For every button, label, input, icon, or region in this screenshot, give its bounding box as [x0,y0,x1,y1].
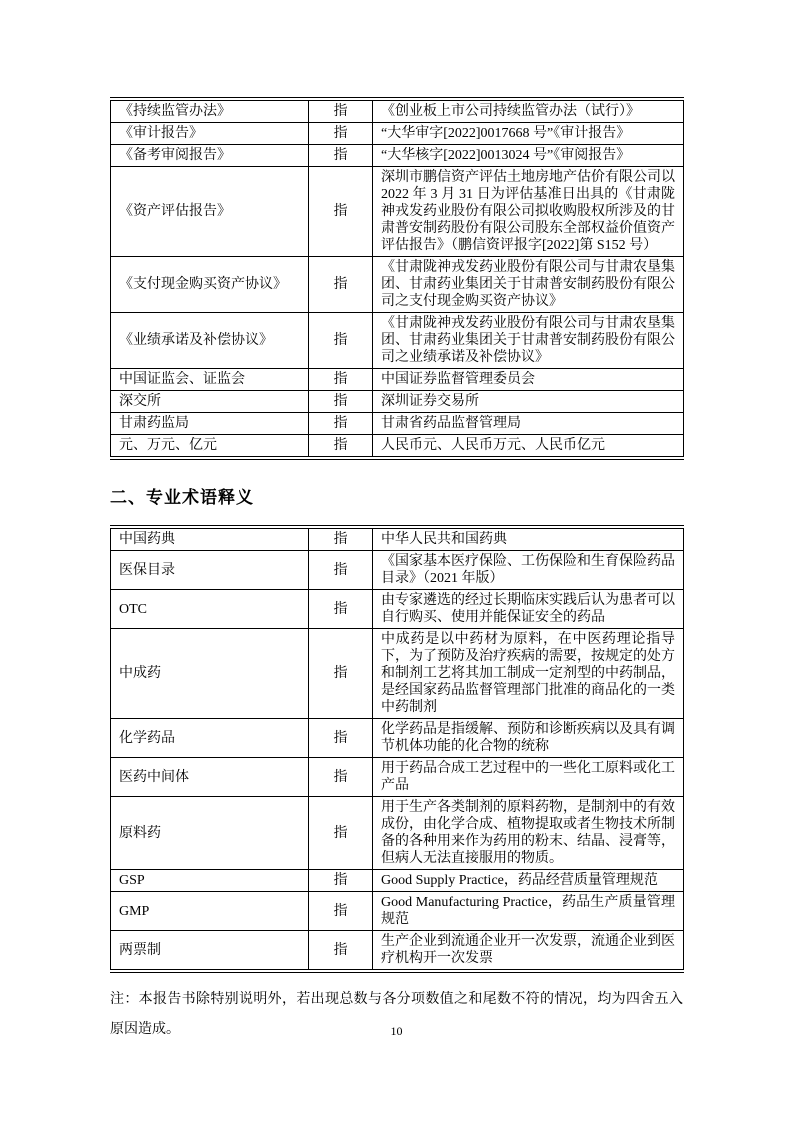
term-cell: 《备考审阅报告》 [111,145,309,167]
term-cell: 两票制 [111,931,309,972]
general-definitions-table [110,97,684,460]
term-cell: 中成药 [111,629,309,719]
definition-cell: 深圳证券交易所 [373,391,684,413]
definition-cell: 甘肃省药品监督管理局 [373,413,684,435]
definition-cell: “大华审字[2022]0017668 号”《审计报告》 [373,123,684,145]
definition-row [111,892,684,931]
definition-row [111,629,684,719]
definition-cell: “大华核字[2022]0013024 号”《审阅报告》 [373,145,684,167]
term-cell: 《资产评估报告》 [111,167,309,257]
definition-cell: 用于药品合成工艺过程中的一些化工原料或化工产品 [373,758,684,797]
term-cell: 深交所 [111,391,309,413]
definition-row [111,527,684,551]
refers-to-cell: 指 [309,391,373,413]
definition-cell: 中华人民共和国药典 [373,527,684,551]
term-cell: 元、万元、亿元 [111,435,309,459]
definition-cell: 《创业板上市公司持续监管办法（试行）》 [373,99,684,123]
term-cell: 原料药 [111,797,309,870]
definition-cell: 中国证券监督管理委员会 [373,369,684,391]
term-cell: 《业绩承诺及补偿协议》 [111,313,309,369]
definition-row [111,435,684,459]
term-cell: 甘肃药监局 [111,413,309,435]
definition-cell: 深圳市鹏信资产评估土地房地产估价有限公司以 2022 年 3 月 31 日为评估基准日出具的《甘肃陇神戎发药业股份有限公司拟收购股权所涉及的甘肃普安制药股份有限公司股东全部权益价值资产评估报告》（鹏信资评报字[2022]第 S152 号） [373,167,684,257]
refers-to-cell: 指 [309,167,373,257]
refers-to-cell: 指 [309,870,373,892]
definition-row [111,719,684,758]
definition-row [111,413,684,435]
refers-to-cell: 指 [309,629,373,719]
definition-row [111,313,684,369]
term-cell: 中国药典 [111,527,309,551]
footnote: 注：本报告书除特别说明外，若出现总数与各分项数值之和尾数不符的情况，均为四舍五入原因造成。 [110,992,683,1037]
term-cell: 化学药品 [111,719,309,758]
definition-cell: 中成药是以中药材为原料，在中医药理论指导下，为了预防及治疗疾病的需要，按规定的处方和制剂工艺将其加工制成一定剂型的中药制品，是经国家药品监督管理部门批准的商品化的一类中药制剂 [373,629,684,719]
section-heading: 二、专业术语释义 [110,488,254,507]
definition-cell: 《甘肃陇神戎发药业股份有限公司与甘肃农垦集团、甘肃药业集团关于甘肃普安制药股份有限公司之支付现金购买资产协议》 [373,257,684,313]
page-number: 10 [390,1024,403,1038]
refers-to-cell: 指 [309,758,373,797]
definition-row [111,931,684,972]
term-cell: GMP [111,892,309,931]
definition-cell: 化学药品是指缓解、预防和诊断疾病以及具有调节机体功能的化合物的统称 [373,719,684,758]
refers-to-cell: 指 [309,719,373,758]
term-cell: 医保目录 [111,551,309,590]
term-cell: GSP [111,870,309,892]
refers-to-cell: 指 [309,313,373,369]
page-content [110,97,683,1045]
definition-row [111,551,684,590]
refers-to-cell: 指 [309,257,373,313]
definition-row [111,167,684,257]
refers-to-cell: 指 [309,892,373,931]
term-cell: OTC [111,590,309,629]
definition-row [111,145,684,167]
definition-row [111,391,684,413]
definition-row [111,99,684,123]
refers-to-cell: 指 [309,931,373,972]
professional-terms-table [110,525,684,973]
definition-row [111,123,684,145]
refers-to-cell: 指 [309,145,373,167]
refers-to-cell: 指 [309,590,373,629]
definition-cell: 人民币元、人民币万元、人民币亿元 [373,435,684,459]
term-cell: 《支付现金购买资产协议》 [111,257,309,313]
definition-cell: 《国家基本医疗保险、工伤保险和生育保险药品目录》（2021 年版） [373,551,684,590]
definition-cell: 用于生产各类制剂的原料药物，是制剂中的有效成份，由化学合成、植物提取或者生物技术所制备的各种用来作为药用的粉末、结晶、浸膏等，但病人无法直接服用的物质。 [373,797,684,870]
definition-row [111,590,684,629]
refers-to-cell: 指 [309,435,373,459]
definition-row [111,257,684,313]
term-cell: 《持续监管办法》 [111,99,309,123]
definition-row [111,797,684,870]
refers-to-cell: 指 [309,551,373,590]
refers-to-cell: 指 [309,797,373,870]
refers-to-cell: 指 [309,413,373,435]
definition-cell: 《甘肃陇神戎发药业股份有限公司与甘肃农垦集团、甘肃药业集团关于甘肃普安制药股份有限公司之业绩承诺及补偿协议》 [373,313,684,369]
refers-to-cell: 指 [309,527,373,551]
definition-cell: Good Supply Practice，药品经营质量管理规范 [373,870,684,892]
refers-to-cell: 指 [309,123,373,145]
definition-cell: Good Manufacturing Practice，药品生产质量管理规范 [373,892,684,931]
term-cell: 《审计报告》 [111,123,309,145]
definition-cell: 由专家遴选的经过长期临床实践后认为患者可以自行购买、使用并能保证安全的药品 [373,590,684,629]
refers-to-cell: 指 [309,99,373,123]
refers-to-cell: 指 [309,369,373,391]
definition-cell: 生产企业到流通企业开一次发票，流通企业到医疗机构开一次发票 [373,931,684,972]
term-cell: 中国证监会、证监会 [111,369,309,391]
definition-row [111,758,684,797]
definition-row [111,870,684,892]
definition-row [111,369,684,391]
term-cell: 医药中间体 [111,758,309,797]
